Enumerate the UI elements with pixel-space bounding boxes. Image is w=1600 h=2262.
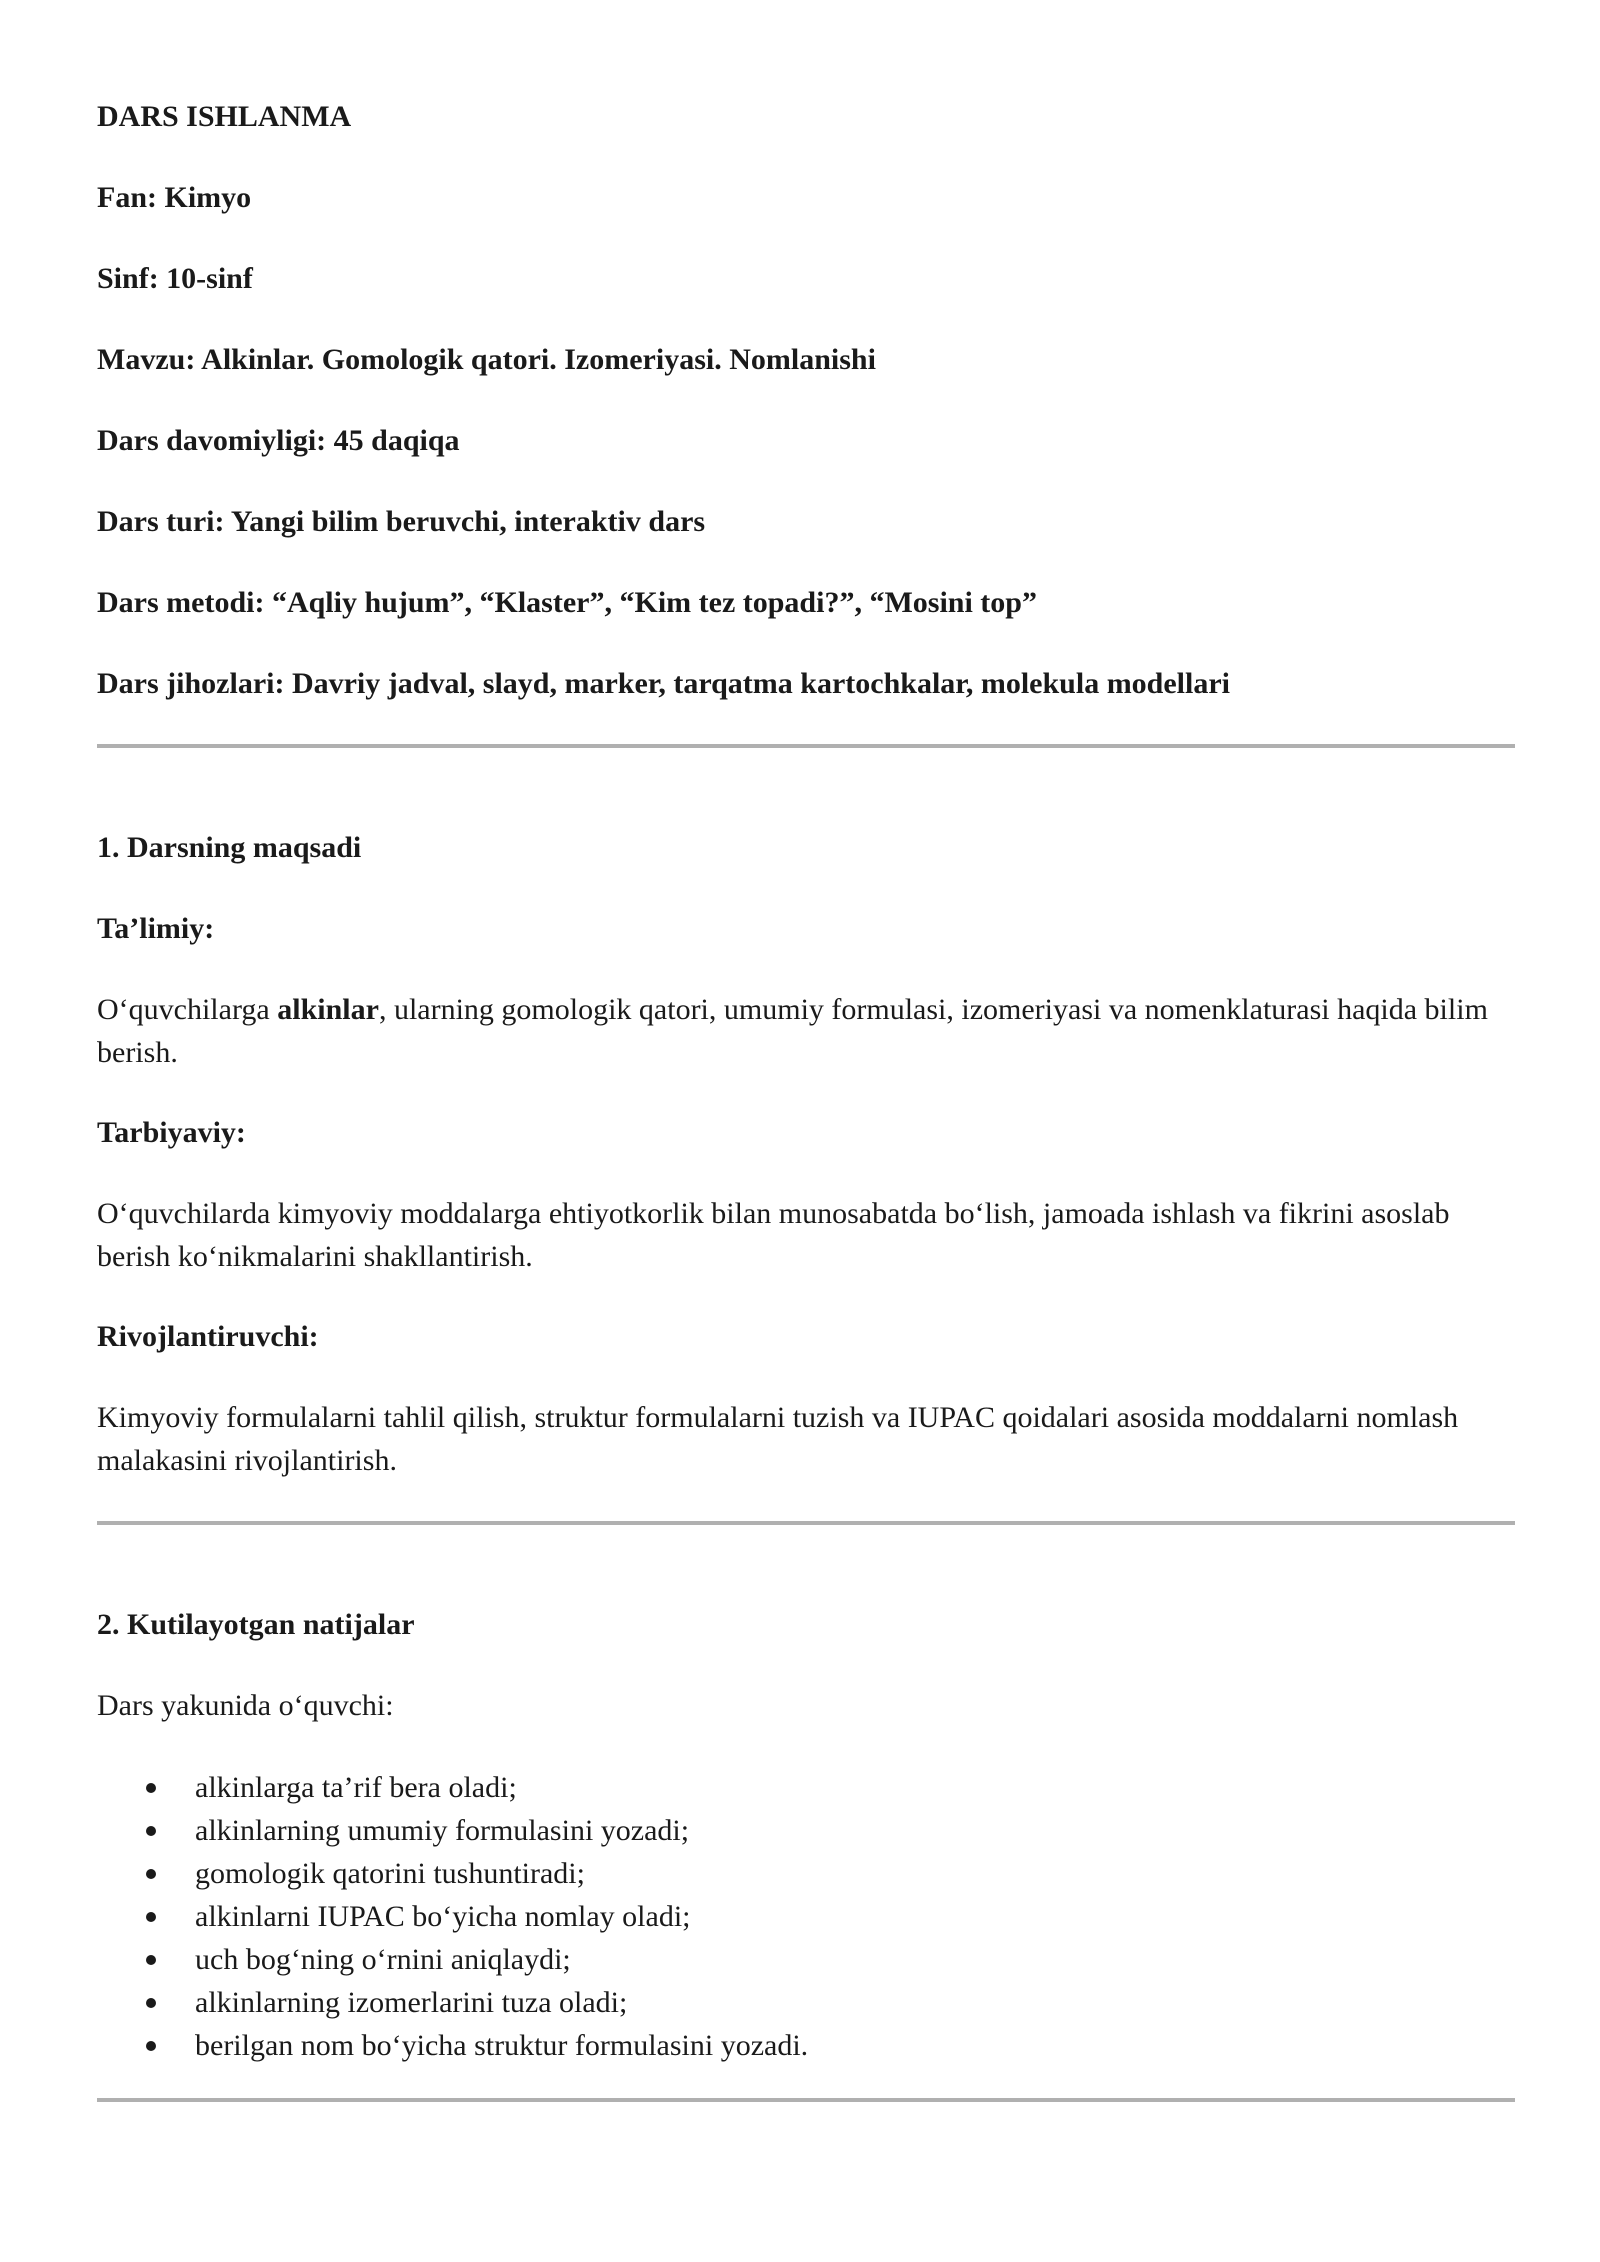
upbringing-label: Tarbiyaviy: — [97, 1116, 246, 1149]
duration-line: Dars davomiyligi: 45 daqiqa — [97, 424, 460, 457]
list-item-text: alkinlarning izomerlarini tuza oladi; — [195, 1986, 628, 2019]
list-item-text: gomologik qatorini tushuntiradi; — [195, 1857, 585, 1890]
lesson-method-line: Dars metodi: “Aqliy hujum”, “Klaster”, “Kim tez topadi?”, “Mosini top” — [97, 586, 1037, 619]
results-list — [97, 1766, 808, 2067]
section-divider — [97, 744, 1515, 748]
section-heading-goals: 1. Darsning maqsadi — [97, 831, 362, 864]
list-item — [97, 1809, 808, 1852]
list-item — [97, 2024, 808, 2067]
upbringing-text: O‘quvchilarda kimyoviy moddalarga ehtiyotkorlik bilan munosabatda bo‘lish, jamoada ishlash va fikrini asoslab berish ko‘nikmalarini shakllantirish. — [97, 1197, 1450, 1273]
list-item-text: alkinlarning umumiy formulasini yozadi; — [195, 1814, 690, 1847]
educational-text-start: O‘quvchilarga — [97, 993, 278, 1026]
section-divider — [97, 1521, 1515, 1525]
list-item — [97, 1938, 808, 1981]
results-intro: Dars yakunida o‘quvchi: — [97, 1689, 394, 1722]
list-item — [97, 1852, 808, 1895]
list-item-text: alkinlarga ta’rif bera oladi; — [195, 1771, 517, 1804]
subject-line: Fan: Kimyo — [97, 181, 252, 214]
list-item — [97, 1766, 808, 1809]
bullet-icon — [146, 1955, 156, 1965]
educational-text-end: , ularning gomologik qatori, umumiy formulasi, izomeriyasi va nomenklaturasi haqida bilim berish. — [97, 993, 1488, 1069]
developmental-text: Kimyoviy formulalarni tahlil qilish, struktur formulalarni tuzish va IUPAC qoidalari asosida moddalarni nomlash malakasini rivojlantirish. — [97, 1401, 1459, 1477]
document-title: DARS ISHLANMA — [97, 100, 352, 133]
bullet-icon — [146, 1826, 156, 1836]
list-item-text: uch bog‘ning o‘rnini aniqlaydi; — [195, 1943, 571, 1976]
list-item — [97, 1981, 808, 2024]
lesson-equipment-line: Dars jihozlari: Davriy jadval, slayd, marker, tarqatma kartochkalar, molekula modellari — [97, 667, 1230, 700]
lesson-type-line: Dars turi: Yangi bilim beruvchi, interaktiv dars — [97, 505, 706, 538]
topic-line: Mavzu: Alkinlar. Gomologik qatori. Izomeriyasi. Nomlanishi — [97, 343, 876, 376]
developmental-label: Rivojlantiruvchi: — [97, 1320, 319, 1353]
educational-label: Ta’limiy: — [97, 912, 215, 945]
alkinlar-keyword: alkinlar — [277, 993, 379, 1026]
bullet-icon — [146, 2041, 156, 2051]
list-item-text: berilgan nom bo‘yicha struktur formulasini yozadi. — [195, 2029, 809, 2062]
section-divider — [97, 2098, 1515, 2102]
list-item — [97, 1895, 808, 1938]
section-heading-results: 2. Kutilayotgan natijalar — [97, 1608, 415, 1641]
educational-text — [97, 988, 1515, 1074]
bullet-icon — [146, 1912, 156, 1922]
list-item-text: alkinlarni IUPAC bo‘yicha nomlay oladi; — [195, 1900, 691, 1933]
bullet-icon — [146, 1998, 156, 2008]
bullet-icon — [146, 1783, 156, 1793]
bullet-icon — [146, 1869, 156, 1879]
grade-line: Sinf: 10-sinf — [97, 262, 253, 295]
